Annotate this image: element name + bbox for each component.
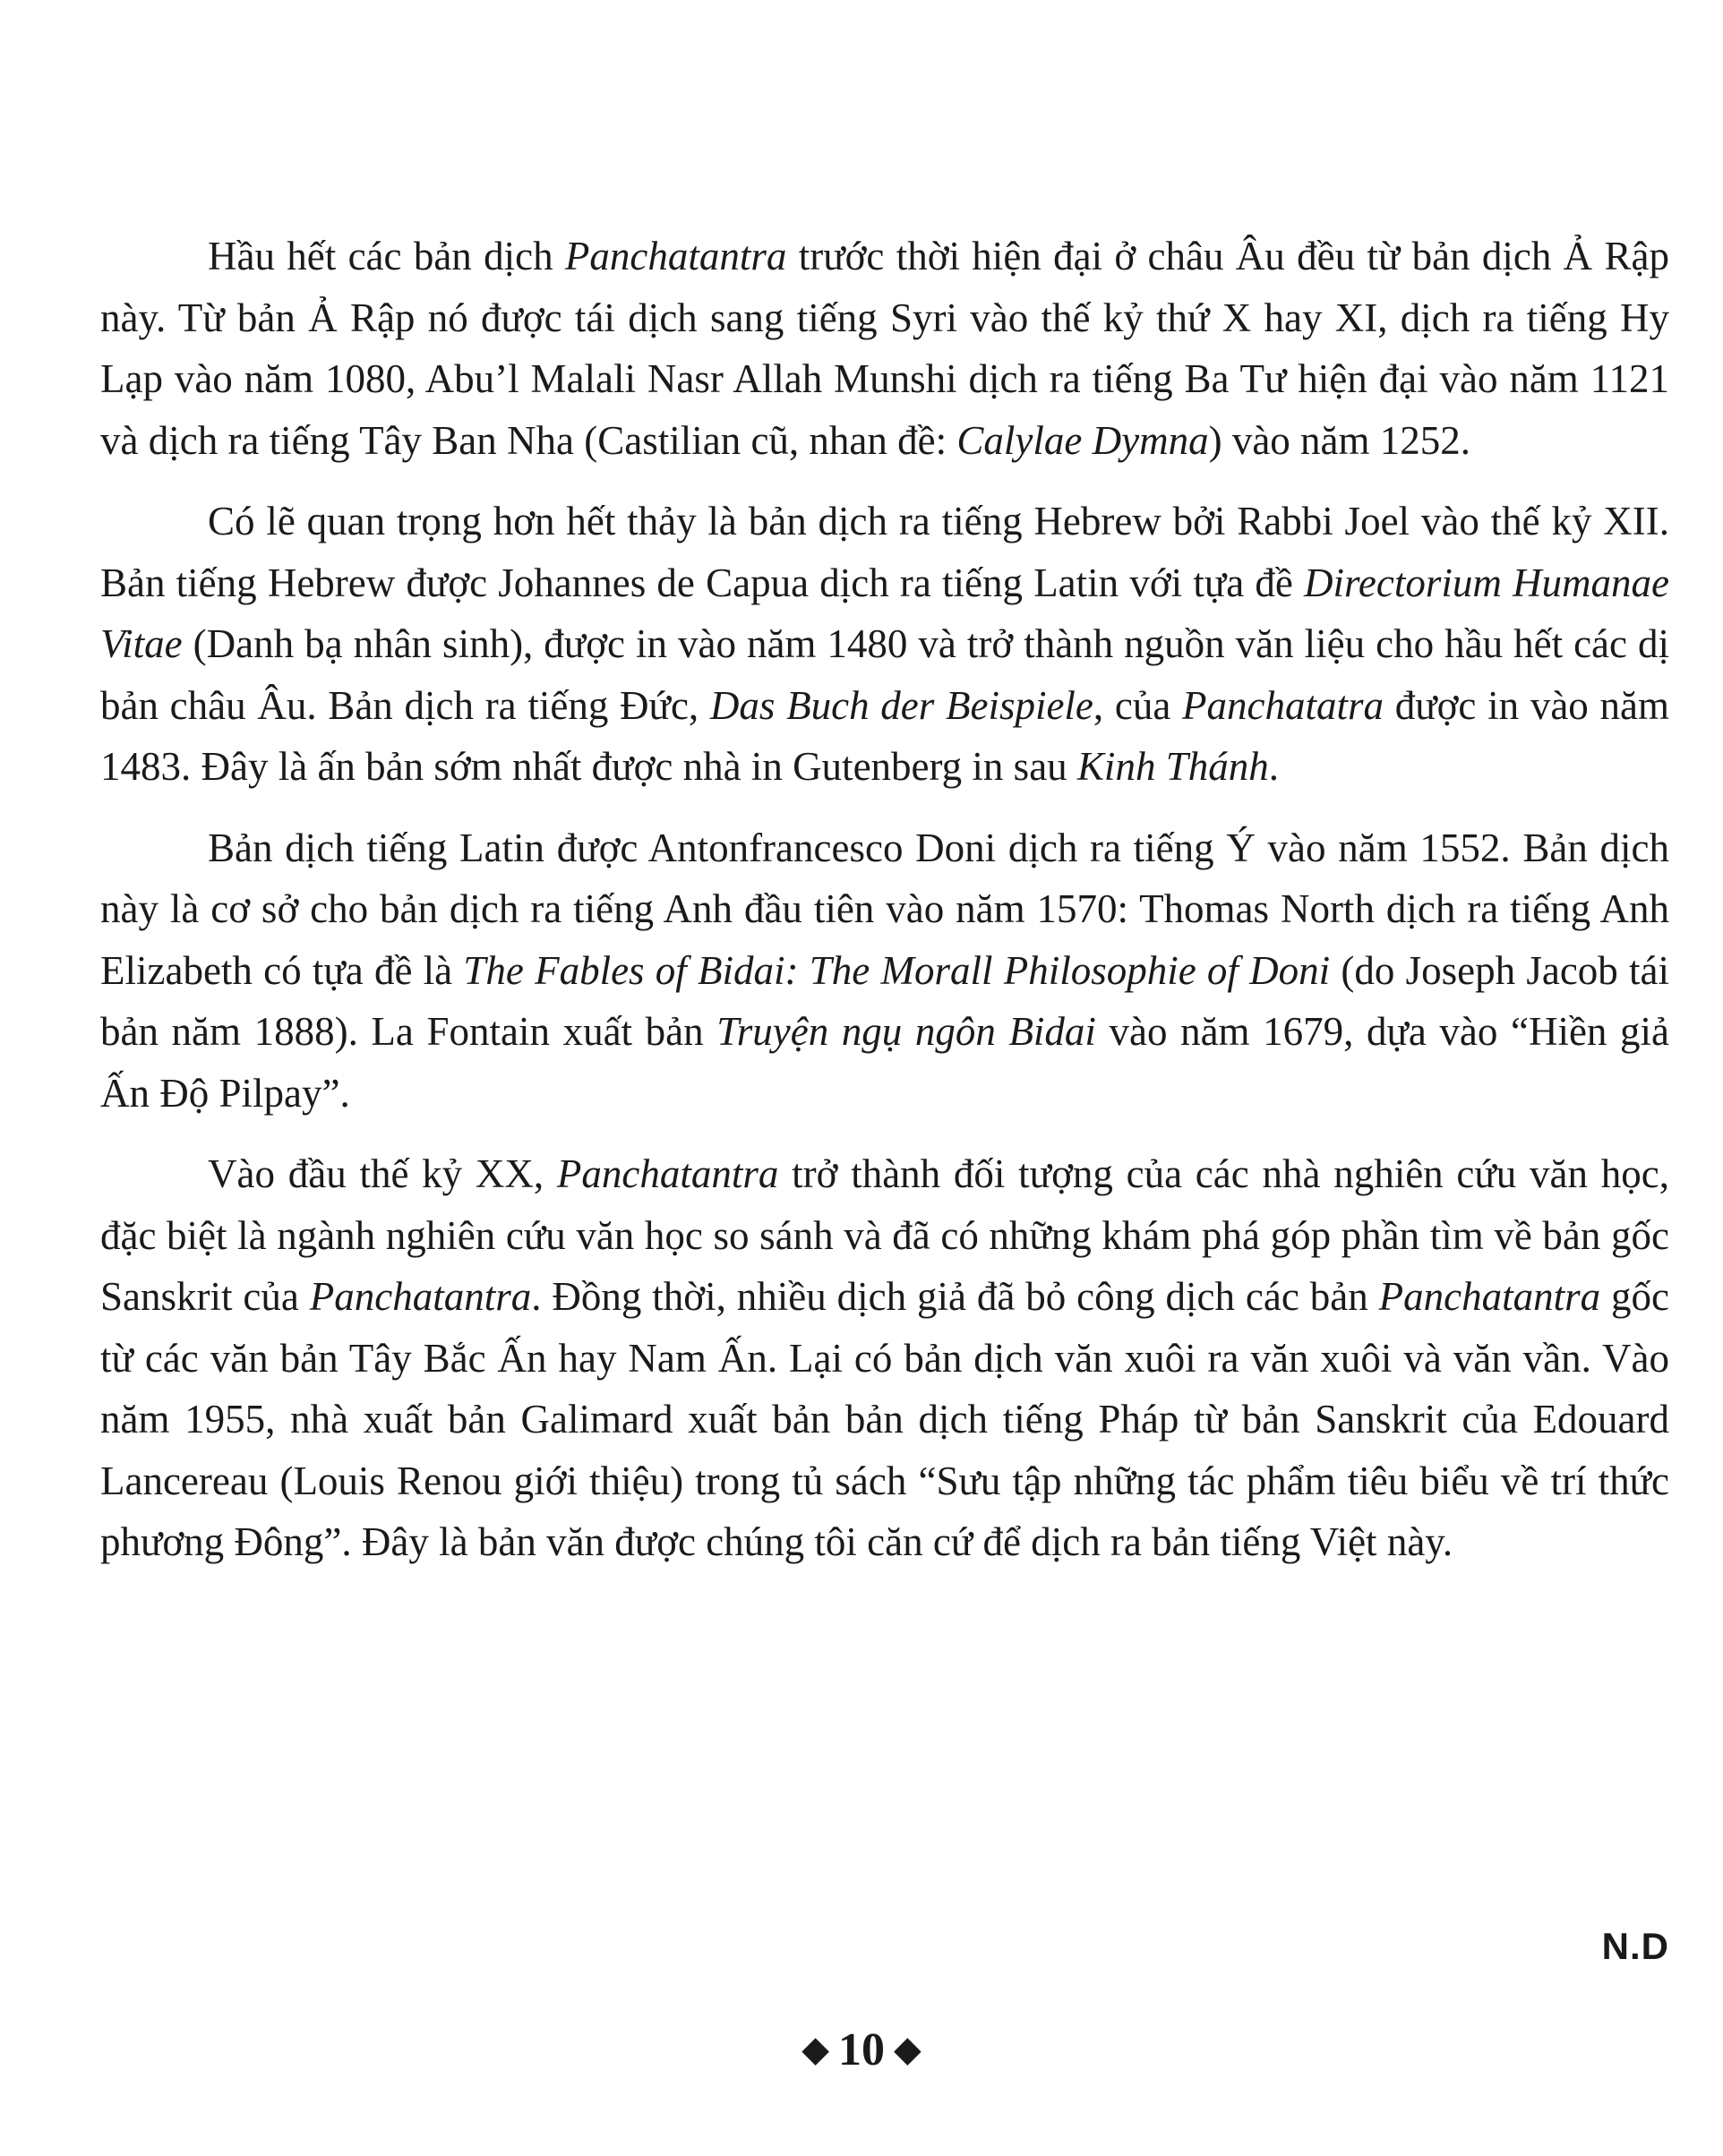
text-run: trở thành đối tượng của các nhà nghiên cứu văn học, đặc biệt là ngành nghiên cứu văn học so sánh và đã có những khám phá góp phần tìm về bản gốc Sanskrit của: [100, 1151, 1669, 1319]
text-run: . Đồng thời, nhiều dịch giả đã bỏ công dịch các bản: [531, 1274, 1379, 1319]
text-run: được in vào năm 1483. Đây là ấn bản sớm nhất được nhà in Gutenberg in sau: [100, 682, 1669, 789]
italic-title: Das Buch der Beispiele: [709, 682, 1093, 728]
italic-title: Truyện ngụ ngôn Bidai: [716, 1009, 1096, 1054]
text-run: , của: [1093, 682, 1183, 728]
italic-title: Panchatatra: [1182, 682, 1384, 728]
italic-title: The Fables of Bidai: The Morall Philosophie of Doni: [463, 947, 1331, 993]
page-number-footer: [0, 2023, 1723, 2076]
italic-title: Calylae Dymna: [956, 417, 1209, 463]
paragraph-2: [100, 491, 1669, 798]
italic-title: Panchatantra: [309, 1274, 532, 1319]
body-text: [100, 226, 1669, 1593]
text-run: vào năm 1679, dựa vào “Hiền giả Ấn Độ Pilpay”.: [100, 1009, 1669, 1116]
italic-title: Panchatantra: [556, 1151, 779, 1196]
page-number: 10: [838, 2024, 885, 2075]
italic-title: Panchatantra: [564, 234, 787, 278]
diamond-ornament-icon: ◆: [894, 2029, 922, 2069]
text-run: trước thời hiện đại ở châu Âu đều từ bản dịch Ả Rập này. Từ bản Ả Rập nó được tái dịch sang tiếng Syri vào thế kỷ thứ X hay XI, dịch ra tiếng Hy Lạp vào năm 1080, Abu’l Malali Nasr Allah Munshi dịch ra tiếng Ba Tư hiện đại vào năm 1121 và dịch ra tiếng Tây Ban Nha (Castilian cũ, nhan đề:: [100, 234, 1669, 463]
text-run: Vào đầu thế kỷ XX,: [208, 1151, 557, 1196]
text-run: ) vào năm 1252.: [1208, 417, 1471, 463]
paragraph-1: [100, 226, 1669, 471]
text-run: Hầu hết các bản dịch: [208, 234, 565, 278]
text-run: gốc từ các văn bản Tây Bắc Ấn hay Nam Ấn. Lại có bản dịch văn xuôi ra văn xuôi và văn vần. Vào năm 1955, nhà xuất bản Galimard xuất bản bản dịch tiếng Pháp từ bản Sanskrit của Edouard Lancereau (Louis Renou giới thiệu) trong tủ sách “Sưu tập những tác phẩm tiêu biểu về trí thức phương Đông”. Đây là bản văn được chúng tôi căn cứ để dịch ra bản tiếng Việt này.: [100, 1274, 1670, 1564]
italic-title: Directorium Humanae Vitae: [100, 560, 1669, 666]
italic-title: Kinh Thánh: [1076, 744, 1269, 789]
text-run: Có lẽ quan trọng hơn hết thảy là bản dịch ra tiếng Hebrew bởi Rabbi Joel vào thế kỷ XII. Bản tiếng Hebrew được Johannes de Capua dịch ra tiếng Latin với tựa đề: [100, 499, 1669, 605]
text-run: (do Joseph Jacob tái bản năm 1888). La Fontain xuất bản: [100, 947, 1669, 1054]
diamond-ornament-icon: ◆: [801, 2029, 829, 2069]
text-run: .: [1268, 744, 1279, 789]
text-run: Bản dịch tiếng Latin được Antonfrancesco Doni dịch ra tiếng Ý vào năm 1552. Bản dịch này là cơ sở cho bản dịch ra tiếng Anh đầu tiên vào năm 1570: Thomas North dịch ra tiếng Anh Elizabeth có tựa đề là: [100, 825, 1669, 993]
author-signature: N.D: [1601, 1925, 1669, 1967]
paragraph-4: [100, 1143, 1669, 1573]
paragraph-3: [100, 817, 1669, 1125]
text-run: (Danh bạ nhân sinh), được in vào năm 1480 và trở thành nguồn văn liệu cho hầu hết các dị bản châu Âu. Bản dịch ra tiếng Đức,: [100, 621, 1669, 728]
italic-title: Panchatantra: [1378, 1274, 1601, 1319]
